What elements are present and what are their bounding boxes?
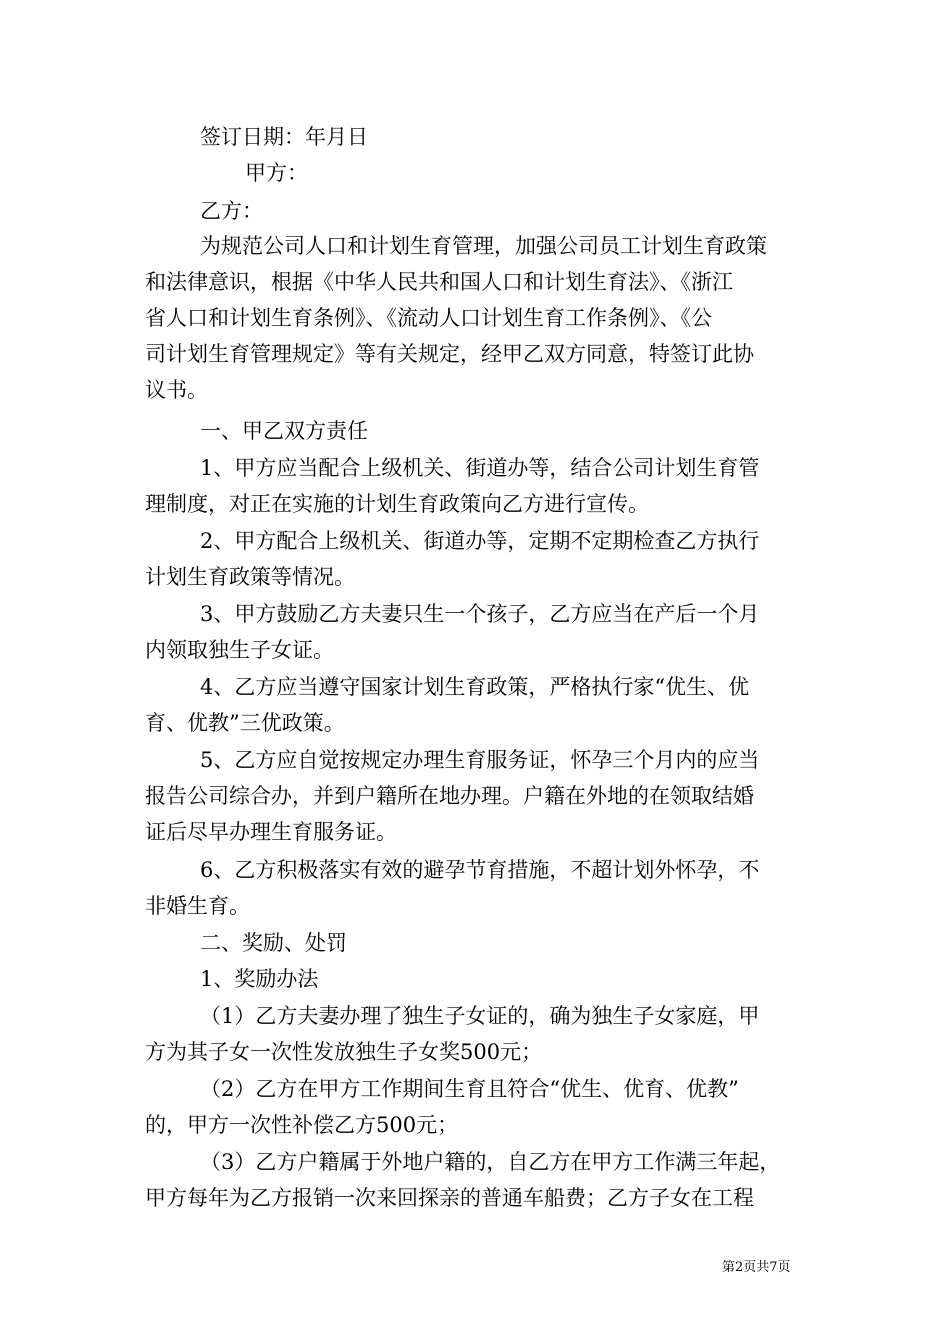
section1-item-line: 理制度，对正在实施的计划生育政策向乙方进行宣传。 bbox=[145, 492, 649, 516]
section1-item-line: 计划生育政策等情况。 bbox=[145, 565, 355, 589]
section1-item-line: 6、乙方积极落实有效的避孕节育措施，不超计划外怀孕，不 bbox=[200, 858, 760, 882]
section1-item-line: 3、甲方鼓励乙方夫妻只生一个孩子，乙方应当在产后一个月 bbox=[200, 602, 760, 626]
intro-line: 为规范公司人口和计划生育管理，加强公司员工计划生育政策 bbox=[200, 234, 767, 258]
sign-date-line: 签订日期：年月日 bbox=[200, 125, 368, 149]
party-b-label: 乙方： bbox=[200, 199, 263, 223]
section2-item-line: 的，甲方一次性补偿乙方500元； bbox=[145, 1113, 459, 1137]
party-a-label: 甲方： bbox=[245, 161, 308, 185]
section2-item-line: （2）乙方在甲方工作期间生育且符合“优生、优育、优教” bbox=[200, 1077, 739, 1101]
section1-item-line: 证后尽早办理生育服务证。 bbox=[145, 820, 397, 844]
section2-heading: 二、奖励、处罚 bbox=[200, 931, 347, 955]
section1-item-line: 非婚生育。 bbox=[145, 894, 250, 918]
section1-item-line: 4、乙方应当遵守国家计划生育政策，严格执行家“优生、优 bbox=[200, 675, 750, 699]
section2-item-line: （1）乙方夫妻办理了独生子女证的，确为独生子女家庭，甲 bbox=[200, 1004, 760, 1028]
intro-line: 省人口和计划生育条例》、《流动人口计划生育工作条例》、《公 bbox=[145, 306, 712, 330]
section2-subheading: 1、奖励办法 bbox=[200, 967, 319, 991]
intro-line: 司计划生育管理规定》等有关规定，经甲乙双方同意，特签订此协 bbox=[145, 342, 754, 366]
section1-item-line: 内领取独生子女证。 bbox=[145, 638, 334, 662]
section1-heading: 一、甲乙双方责任 bbox=[200, 419, 368, 443]
intro-line: 议书。 bbox=[145, 378, 208, 402]
section2-item-line: 甲方每年为乙方报销一次来回探亲的普通车船费；乙方子女在工程 bbox=[145, 1186, 754, 1210]
section1-item-line: 2、甲方配合上级机关、街道办等，定期不定期检查乙方执行 bbox=[200, 529, 760, 553]
section1-item-line: 报告公司综合办，并到户籍所在地办理。户籍在外地的在领取结婚 bbox=[145, 784, 754, 808]
section1-item-line: 1、甲方应当配合上级机关、街道办等，结合公司计划生育管 bbox=[200, 456, 760, 480]
section1-item-line: 5、乙方应自觉按规定办理生育服务证，怀孕三个月内的应当 bbox=[200, 748, 760, 772]
intro-line: 和法律意识，根据《中华人民共和国人口和计划生育法》、《浙江 bbox=[145, 270, 733, 294]
section1-item-line: 育、优教”三优政策。 bbox=[145, 711, 345, 735]
section2-item-line: （3）乙方户籍属于外地户籍的，自乙方在甲方工作满三年起， bbox=[200, 1150, 781, 1174]
page-number: 第2页共7页 bbox=[722, 1260, 791, 1275]
section2-item-line: 方为其子女一次性发放独生子女奖500元； bbox=[145, 1040, 543, 1064]
